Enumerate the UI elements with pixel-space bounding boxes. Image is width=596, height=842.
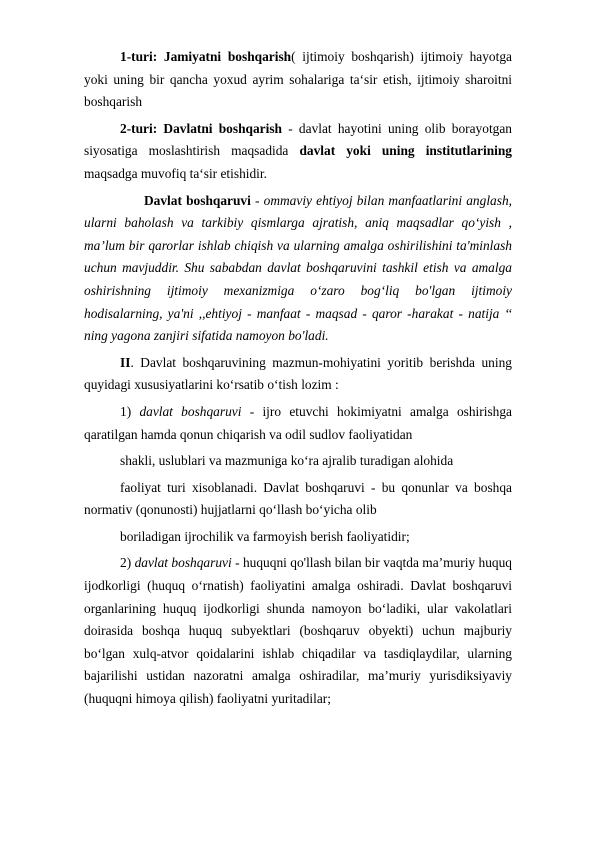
type-1-heading: 1-turi: Jamiyatni boshqarish bbox=[120, 49, 292, 64]
list-item-2-number: 2) bbox=[120, 555, 135, 571]
section-number: II bbox=[120, 354, 131, 370]
type-2-emphasis: davlat yoki uning institutlarining bbox=[299, 143, 513, 159]
type-2-heading: 2-turi: Davlatni boshqarish bbox=[120, 120, 283, 136]
paragraph-continuation-3: boriladigan ijrochilik va farmoyish berish faoliyatidir; bbox=[120, 528, 410, 544]
paragraph-type-2 bbox=[84, 118, 512, 186]
paragraph-definition bbox=[84, 190, 512, 348]
document-page bbox=[84, 46, 512, 711]
definition-term: Davlat boshqaruvi bbox=[144, 192, 251, 208]
list-item-1-number: 1) bbox=[120, 403, 140, 419]
type-1-text: ( ijtimoiy boshqarish) ijtimoiy hayotga yoki uning bir qancha yoxud ayrim sohalariga ta‘sir etish, ijtimoiy sharoitni boshqarish bbox=[84, 49, 512, 110]
list-item-2 bbox=[84, 552, 512, 710]
paragraph-type-1 bbox=[84, 46, 512, 114]
list-item-1-term: davlat boshqaruvi bbox=[139, 403, 242, 419]
type-2-text: - davlat hayotini uning olib borayotgan siyosatiga moslashtirish maqsadida bbox=[84, 120, 512, 159]
list-item-2-term: davlat boshqaruvi bbox=[134, 555, 232, 571]
list-item-1 bbox=[84, 401, 512, 446]
type-2-text-end: maqsadga muvofiq ta‘sir etishidir. bbox=[84, 165, 267, 181]
list-item-2-text: - huquqni qo'llash bilan bir vaqtda ma’muriy huquq ijodkorligi (huquq o‘rnatish) faoliyatini amalga oshiradi. Davlat boshqaruvi organlarining huquq ijodkorligi shunda namoyon bo‘ladiki, ular vakolatlari doirasida boshqa huquq subyektlari (boshqaruv obyekti) uchun majburiy bo‘lgan xulq-atvor qoidalarini ishlab chiqadilar va tasdiqlaydilar, ularning bajarilishi ustidan nazoratni amalga oshiradilar, ma’muriy yurisdiksiyaviy (huquqni himoya qilish) faoliyatni yuritadilar; bbox=[84, 555, 512, 707]
paragraph-continuation-2: faoliyat turi xisoblanadi. Davlat boshqaruvi - bu qonunlar va boshqa normativ (qonunosti) hujjatlarni qo‘llash bo‘yicha olib bbox=[84, 479, 512, 518]
paragraph-section-ii bbox=[84, 352, 512, 397]
definition-text: - ommaviy ehtiyoj bilan manfaatlarini anglash, ularni baholash va tarkibiy qismlarga ajratish, aniq maqsadlar qo‘yish , ma’lum bir qarorlar ishlab chiqish va ularning amalga oshirilishini ta'minlash uchun mavjuddir. Shu sababdan davlat boshqaruvini tashkil etish va amalga oshirishning ijtimoiy mexanizmiga o‘zaro bog‘liq bo'lgan ijtimoiy hodisalarning, ya'ni ,,ehtiyoj - manfaat - maqsad - qaror -harakat - natija ‘‘ ning yagona zanjiri sifatida namoyon bo'ladi. bbox=[84, 192, 512, 344]
section-ii-text: . Davlat boshqaruvining mazmun-mohiyatini yoritib berishda uning quyidagi xususiyatlarini ko‘rsatib o‘tish lozim : bbox=[84, 354, 512, 393]
paragraph-continuation-1: shakli, uslublari va mazmuniga ko‘ra ajralib turadigan alohida bbox=[120, 453, 454, 469]
list-item-1-text: - ijro etuvchi hokimiyatni amalga oshirishga qaratilgan hamda qonun chiqarish va odil sudlov faoliyatidan bbox=[84, 403, 512, 442]
